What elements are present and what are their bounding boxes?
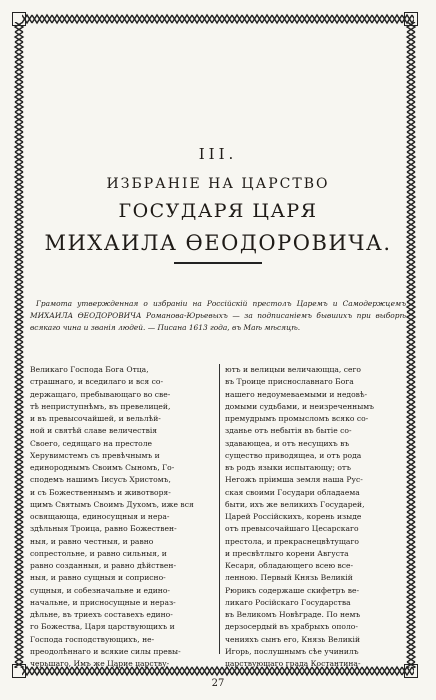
text-column-left: [30, 364, 216, 670]
text-line: сопрестольне, и равно сильныя, и: [30, 548, 167, 558]
text-line: въ Троице приснославнаго Бога: [225, 377, 354, 387]
text-line: преодолѣннаго и всякие силы превы-: [30, 646, 181, 656]
text-line: ликаго Російскаго Государства: [225, 597, 351, 607]
text-line: домыми судьбами, и неизреченнымъ: [225, 401, 375, 411]
border-corner: [12, 664, 26, 678]
text-line: ныя, и равно честныя, и равно: [30, 536, 154, 546]
text-line: ютъ и велицыи величающца, сего: [225, 365, 361, 374]
text-line: существо приводящеа, и отъ рода: [225, 450, 362, 460]
text-line: Господа господствующихъ, не-: [30, 634, 155, 644]
text-line: и въ превысочайшей, и вельлѣй-: [30, 414, 161, 423]
text-line: го Божества, Царя царствующихъ и: [30, 622, 175, 632]
text-line: Великаго Господа Бога Отца,: [30, 365, 149, 374]
text-line: равно созданныя, и равно дѣйствен-: [30, 561, 177, 570]
text-line: ныя, и равно сущныя и соприсно-: [30, 573, 166, 583]
text-line: Рюрикъ содержаше скифетръ ве-: [225, 585, 360, 595]
text-line: и пресвѣтлыго корени Августа: [225, 548, 349, 558]
text-line: нашего недоумеваемыми и недовѣ-: [225, 389, 368, 399]
text-line: Негожъ пріимша земля наша Рус-: [225, 475, 363, 485]
text-line: и съ Божественнымъ и животворя-: [30, 487, 171, 497]
text-line: премудрымъ промысломъ всяко со-: [225, 414, 369, 423]
text-line: престола, и прекраснецвѣтущаго: [225, 536, 359, 546]
text-line: держащаго, пребывающаго во све-: [30, 389, 171, 399]
text-line: ская своими Государи обладаема: [225, 487, 360, 497]
text-line: тѣ неприступнѣмъ, въ превелицей,: [30, 401, 171, 411]
text-line: единороднымъ Своимъ Сыномъ, Го-: [30, 463, 175, 472]
intro-paragraph: Грамота утвержденная о избраніи на Россійскій престолъ Царемъ и Самодержцемъ МИХАИЛА ѲЕОДОРОВИЧА Романова-Юрьевыхъ — за подписаніемъ бывшихъ при выборѣ всякаго чина и званія людей. — Писана 1613 года, въ Маѣ мѣсяцѣ.: [30, 299, 406, 332]
text-line: ной и святѣй славе величествія: [30, 426, 158, 436]
chapter-title-line3: МИХАИЛА ѲЕОДОРОВИЧА.: [44, 231, 392, 255]
text-line: Игорь, послушнымъ сѣе учинилъ: [225, 646, 359, 656]
ornamental-border-top: [22, 12, 414, 26]
text-line: черьшаго, Имъ же Царие царству-: [30, 659, 170, 668]
text-line: освящающа, единосущныя и нера-: [30, 512, 170, 521]
text-line: начальне, и присносущные и нераз-: [30, 597, 176, 607]
text-line: дѣльне, въ триехъ составехъ едино-: [30, 610, 173, 619]
text-line: зданье отъ небытія въ бытіе со-: [225, 426, 352, 436]
text-line: ленною. Первый Князь Великій: [225, 573, 353, 583]
chapter-title-line1: ИЗБРАНІЕ НА ЦАРСТВО: [106, 176, 330, 192]
chapter-number: III.: [198, 145, 238, 163]
text-line: быти, ихъ же великихъ Государей,: [225, 499, 365, 509]
column-divider: [219, 364, 220, 654]
text-line: щимъ Святымъ Своимъ Духомъ, иже вся: [30, 499, 194, 509]
text-line: Своего, седящаго на престоле: [30, 438, 153, 448]
text-line: Кесаря, обладающего всею все-: [225, 561, 354, 570]
text-line: страшнаго, и вседилаго и вся со-: [30, 377, 164, 387]
text-line: дерзосердый въ храбрыхъ ополо-: [225, 622, 358, 632]
text-line: сподемъ нашимъ Іисусъ Христомъ,: [30, 475, 171, 485]
title-divider: [174, 262, 262, 264]
border-corner: [404, 12, 418, 26]
text-column-right: [225, 364, 411, 670]
text-line: въ Великомъ Новѣграде. По немъ: [225, 610, 361, 619]
text-line: здѣльныя Троица, равно Божествен-: [30, 524, 177, 534]
text-line: Херувимстемъ съ превѣчнымъ и: [30, 450, 160, 460]
ornamental-border-left: [12, 22, 26, 668]
text-line: ченияхъ сынъ его, Князь Великій: [225, 634, 361, 644]
text-line: царствующаго града Костантина-: [225, 659, 361, 668]
text-line: здавающеа, и отъ несущихъ въ: [225, 438, 350, 448]
chapter-title-line2: ГОСУДАРЯ ЦАРЯ: [118, 200, 318, 222]
text-line: Царей Россійскихъ, корень изыде: [225, 512, 362, 521]
text-line: въ родъ языки испытающу; отъ: [225, 463, 351, 472]
border-corner: [12, 12, 26, 26]
page-number: 27: [211, 678, 225, 689]
text-line: сущныя, и собезначальне и едино-: [30, 585, 170, 595]
text-line: отъ превысочайшаго Цесарскаго: [225, 524, 359, 534]
